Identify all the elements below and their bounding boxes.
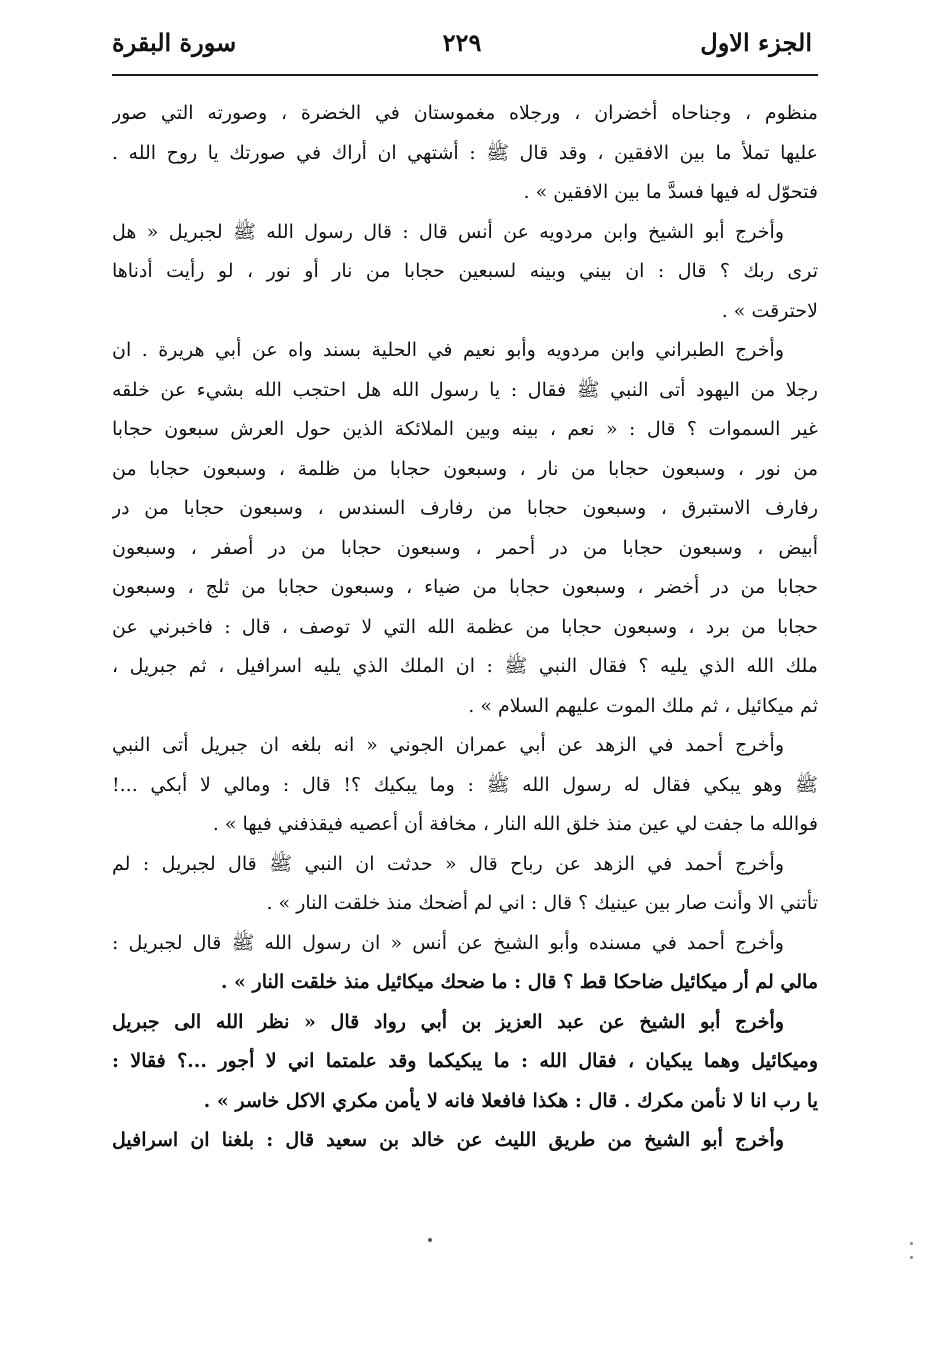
text-line: فتحوّل له فيها فسدَّ ما بين الافقين » .: [523, 181, 818, 203]
text-line: وأخرج أبو الشيخ من طريق الليث عن خالد بن سعيد قال : بلغنا ان اسرافيل: [112, 1129, 784, 1151]
text-line: عليها تملأ ما بين الافقين ، وقد قال ﷺ : أشتهي ان أراك في صورتك يا روح الله .: [112, 141, 818, 164]
text-line: ﷺ وهو يبكي فقال له رسول الله ﷺ : وما يبكيك ؟! قال : ومالي لا أبكي ...!: [112, 773, 818, 796]
text-line: وأخرج أحمد في مسنده وأبو الشيخ عن أنس « ان رسول الله ﷺ قال لجبريل :: [112, 931, 784, 954]
page-number: ٢٢٩: [442, 28, 482, 57]
text-line: ملك الله الذي يليه ؟ فقال النبي ﷺ : ان الملك الذي يليه اسرافيل ، ثم جبريل ،: [112, 655, 818, 677]
text-line: يا رب انا لا نأمن مكرك . قال : هكذا فافعلا فانه لا يأمن مكري الاكل خاسر » .: [203, 1089, 818, 1112]
text-line: ترى ربك ؟ قال : ان بيني وبينه لسبعين حجابا من نار أو نور ، لو رأيت أدناها: [112, 260, 818, 282]
text-line: فوالله ما جفت لي عين منذ خلق الله النار ، مخافة أن أعصيه فيقذفني فيها » .: [212, 813, 818, 835]
text-line: وميكائيل وهما يبكيان ، فقال الله : ما يبكيكما وقد علمتما اني لا أجور ...؟ فقالا :: [112, 1050, 818, 1072]
text-line: لاحترقت » .: [721, 299, 818, 322]
header-divider: [112, 74, 818, 76]
surah-title: سورة البقرة: [112, 28, 237, 57]
text-line: وأخرج أحمد في الزهد عن أبي عمران الجوني « انه بلغه ان جبريل أتى النبي: [112, 734, 784, 756]
ink-speck: [428, 1238, 432, 1242]
text-line: مالي لم أر ميكائيل ضاحكا قط ؟ قال : ما ضحك ميكائيل منذ خلقت النار » .: [220, 971, 818, 993]
text-line: حجابا من در أخضر ، وسبعون حجابا من ضياء ، وسبعون حجابا من ثلج ، وسبعون: [112, 576, 818, 598]
page-header: [112, 22, 812, 68]
text-line: رجلا من اليهود أتى النبي ﷺ فقال : يا رسول الله هل احتجب الله بشيء عن خلقه: [112, 378, 818, 401]
text-line: ثم ميكائيل ، ثم ملك الموت عليهم السلام » .: [468, 694, 818, 717]
text-line: غير السموات ؟ قال : « نعم ، بينه وبين الملائكة الذين حول العرش سبعون حجابا: [112, 418, 818, 440]
ink-speck: [910, 1242, 913, 1245]
text-line: رفارف الاستبرق ، وسبعون حجابا من رفارف السندس ، وسبعون حجابا من در: [112, 497, 818, 519]
text-line: وأخرج أبو الشيخ وابن مردويه عن أنس قال : قال رسول الله ﷺ لجبريل « هل: [112, 220, 784, 243]
part-title: الجزء الاول: [700, 28, 812, 57]
page-body: [112, 94, 818, 1161]
text-line: أبيض ، وسبعون حجابا من در أحمر ، وسبعون حجابا من در أصفر ، وسبعون: [112, 536, 818, 559]
text-line: تأتني الا وأنت صار بين عينيك ؟ قال : اني لم أضحك منذ خلقت النار » .: [266, 892, 818, 914]
text-line: وأخرج أحمد في الزهد عن رباح قال « حدثت ان النبي ﷺ قال لجبريل : لم: [112, 852, 784, 875]
text-line: حجابا من برد ، وسبعون حجابا من عظمة الله التي لا توصف ، قال : فاخبرني عن: [112, 615, 818, 638]
text-line: وأخرج الطبراني وابن مردويه وأبو نعيم في الحلية بسند واه عن أبي هريرة . ان: [112, 339, 784, 361]
text-line: وأخرج أبو الشيخ عن عبد العزيز بن أبي رواد قال « نظر الله الى جبريل: [112, 1010, 784, 1033]
text-line: من نور ، وسبعون حجابا من نار ، وسبعون حجابا من ظلمة ، وسبعون حجابا من: [112, 457, 818, 480]
text-line: منظوم ، وجناحاه أخضران ، ورجلاه مغموستان في الخضرة ، وصورته التي صور: [112, 102, 818, 124]
ink-speck: [910, 1256, 913, 1259]
